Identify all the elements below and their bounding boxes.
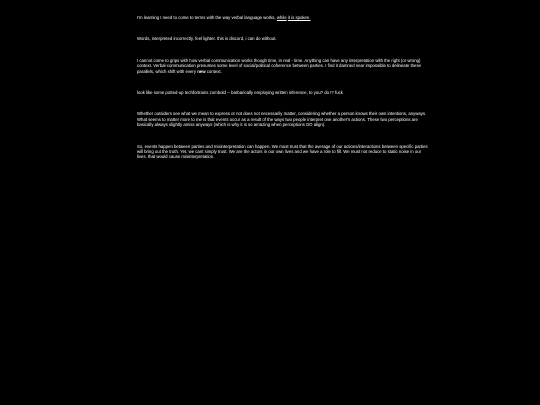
while-link[interactable]: while: [276, 15, 287, 20]
spacer: [137, 74, 431, 90]
paragraph-4: look like some potted-up techfortrains zombold -- barbarically employing written inference, to you? do I? fuck: [137, 90, 343, 96]
paragraph-3-text: I cannot come to grips with how verbal communication works though time, in real - time. Anything can have any interpretation with the right (or wrong) context. Verbal-communication presumes some level of social/political coherence between parties. I find it damned near impossible to delineate these parallels, which shift with every: [137, 57, 421, 74]
paragraph-2: Words, interpreted incorrectly, feel lighter. this is discord, i can do without.: [137, 36, 277, 42]
paragraph-5: Whether outsiders see what we mean to express or not does not necessarily matter, considering whether a person knows their own intentions, anyways. What seems to matter more to me is that events occur as a result of the ways two people interpret one another's actions. These two perceptions are basically always slightly amiss anyways (which is why it is so amazing when perceptions DO align).: [137, 111, 427, 128]
paragraph-6: So, events happen between parties and misinterpretation can happen. We must trust that the average of our actions/interactions between specific parties will bring out the truth. Yet, we cant simply trust. We are the actors in our own lives and we have a role to fill. We must not reduce to static noise in our lives. that would cause misinterpretation.: [137, 143, 428, 160]
spacer: [137, 95, 431, 111]
paragraph-1-text: I'm learning I need to come to terms with the way verbal language works,: [137, 15, 277, 20]
post-body: [137, 15, 431, 160]
it-is-spoken-link[interactable]: it is spoken.: [287, 15, 311, 20]
spacer: [137, 128, 431, 144]
paragraph-3-end: context.: [205, 68, 222, 74]
paragraph-3: [137, 58, 431, 74]
spacer: [137, 42, 431, 58]
new-emphasis: new: [197, 68, 206, 74]
spacer: [137, 20, 431, 36]
